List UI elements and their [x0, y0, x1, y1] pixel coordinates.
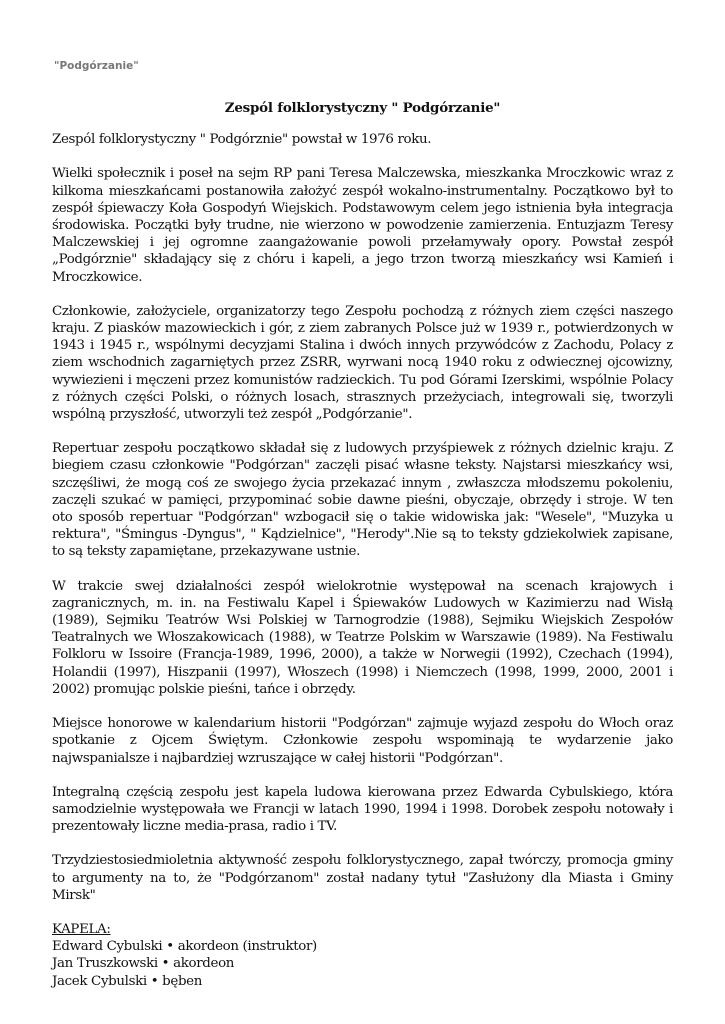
kapela-member: Edward Cybulski • akordeon (instruktor) — [52, 939, 317, 955]
paragraph-italy-trip: Miejsce honorowe w kalendarium historii "Podgórzan" zajmuje wyjazd zespołu do Włoch oraz spotkanie z Ojcem Świętym. Członkowie zespołu wspominają te wydarzenie jako najwspanialsze i najbardziej wzruszające w całej historii "Podgórzan". — [52, 716, 673, 766]
kapela-heading: KAPELA: — [52, 921, 111, 937]
paragraph-members-origin: Członkowie, założyciele, organizatorzy tego Zespołu pochodzą z różnych ziem części naszego kraju. Z piasków mazowieckich i gór, z ziem zabranych Polsce już w 1939 r., potwierdzonych w 1943 i 1945 r., wspólnymi decyzjami Stalina i dwóch innych przywódców z Zachodu, Polacy z ziem wschodnich zagarniętych przez ZSRR, wyrwani nocą 1940 roku z odwiecznej ojcowizny, wywiezieni i męczeni przez komunistów radzieckich. Tu pod Górami Izerskimi, wspólnie Polacy z różnych części Polski, o różnych losach, strasznych przeżyciach, integrowali się, tworzyli wspólną przyszłość, utworzyli też zespół „Podgórzanie". — [52, 303, 673, 423]
kapela-member: Jacek Cybulski • bęben — [52, 973, 203, 989]
kapela-member: Jan Truszkowski • akordeon — [52, 956, 235, 972]
page-header-label: "Podgórzanie" — [54, 60, 139, 72]
paragraph-repertoire: Repertuar zespołu początkowo składał się z ludowych przyśpiewek z różnych dzielnic kraju. Z biegiem czasu członkowie "Podgórzan" zaczęli pisać własne teksty. Najstarsi mieszkańcy wsi, szczęśliwi, że mogą coś ze swojego życia przekazać innym , zwłaszcza młodszemu pokoleniu, zaczęli szukać w pamięci, przypominać sobie dawne pieśni, obyczaje, obrzędy i stroje. W ten oto sposób repertuar "Podgórzan" wzbogacił się o takie widowiska jak: "Wesele", "Muzyka u rektura", "Śmingus -Dyngus", " Kądzielnice", "Herody".Nie są to teksty gdziekolwiek zapisane, to są teksty zapamiętane, przekazywane ustnie. — [52, 441, 673, 560]
paragraph-kapela-info: Integralną częścią zespołu jest kapela ludowa kierowana przez Edwarda Cybulskiego, która samodzielnie występowała we Francji w latach 1990, 1994 i 1998. Dorobek zespołu notowały i prezentowały liczne media-prasa, radio i TV. — [52, 784, 673, 835]
paragraph-founding: Wielki społecznik i poseł na sejm RP pani Teresa Malczewska, mieszkanka Mroczkowic wraz z kilkoma mieszkańcami postanowiła założyć zespół wokalno-instrumentalny. Początkowo był to zespół śpiewaczy Koła Gospodyń Wiejskich. Podstawowym celem jego istnienia była integracja środowiska. Początki były trudne, nie wierzono w powodzenie zamierzenia. Entuzjazm Teresy Malczewskiej i jej ogromne zaangażowanie powoli przełamywały opory. Powstał zespół „Podgórznie" składający się z chóru i kapeli, a jego trzon tworzą mieszkańcy wsi Kamień i Mroczkowice. — [52, 166, 673, 285]
paragraph-award: Trzydziestosiedmioletnia aktywność zespołu folklorystycznego, zapał twórczy, promocja gminy to argumenty na to, że "Podgórzanom" został nadany tytuł "Zasłużony dla Miasta i Gminy Mirsk" — [52, 853, 673, 903]
paragraph-performances: W trakcie swej działalności zespół wielokrotnie występował na scenach krajowych i zagranicznych, m. in. na Festiwalu Kapel i Śpiewaków Ludowych w Kazimierzu nad Wisłą (1989), Sejmiku Teatrów Wsi Polskiej w Tarnogrodzie (1988), Sejmiku Wiejskich Zespołów Teatralnych we Włoszakowicach (1988), w Teatrze Polskim w Warszawie (1989). Na Festiwalu Folkloru w Issoire (Francja-1989, 1996, 2000), a także w Norwegii (1992), Czechach (1994), Holandii (1997), Hiszpanii (1997), Włoszech (1998) i Niemczech (1998, 1999, 2000, 2001 i 2002) promując polskie pieśni, tańce i obrzędy. — [52, 578, 673, 697]
paragraph-intro: Zespól folklorystyczny " Podgórznie" powstał w 1976 roku. — [52, 132, 432, 148]
document-body — [52, 100, 673, 990]
document-title: Zespól folklorystyczny " Podgórzanie" — [224, 100, 501, 116]
